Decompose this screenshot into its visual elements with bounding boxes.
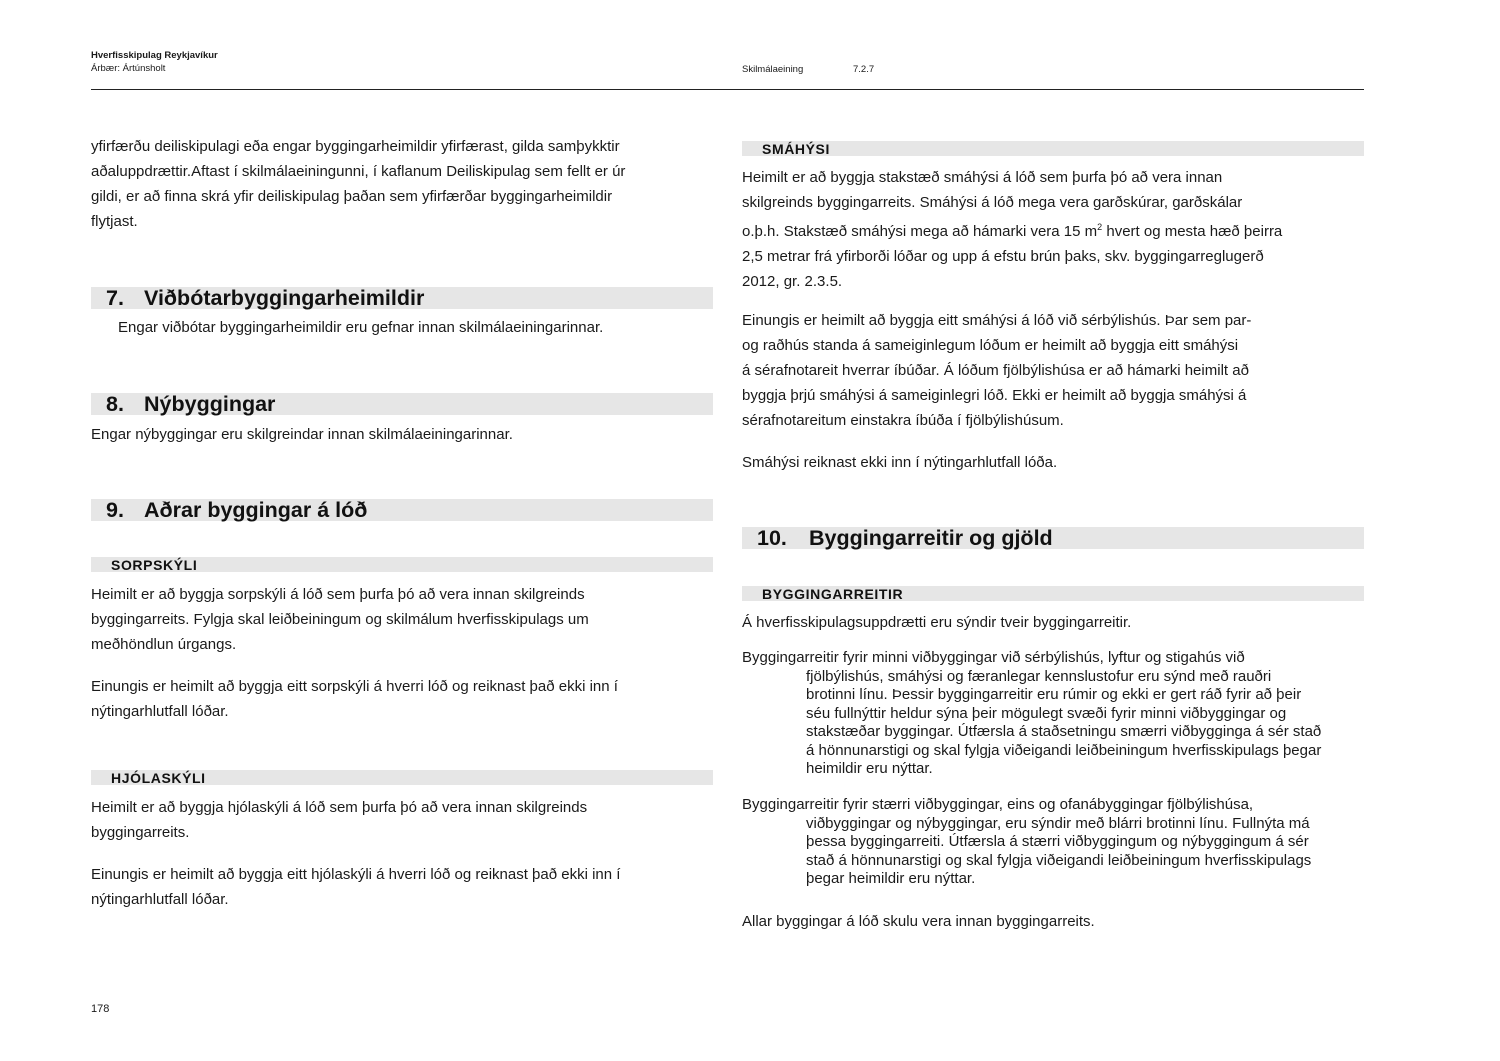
hjolaskyli-heading: HJÓLASKÝLI [91,770,713,785]
section-number: 7.2.7 [853,64,875,75]
section-10-title: Byggingarreitir og gjöld [809,526,1053,550]
superscript: 2 [1097,222,1103,232]
paragraph-line: þegar heimildir eru nýttar. [806,870,976,887]
section-10-heading [742,527,1364,549]
section-7-text: Engar viðbótar byggingarheimildir eru gefnar innan skilmálaeiningarinnar. [118,319,604,336]
paragraph-line [742,215,1364,244]
smahysi-paragraph-2 [742,308,1364,433]
paragraph-line: Heimilt er að byggja sorpskýli á lóð sem þurfa þó að vera innan skilgreinds [91,586,585,603]
paragraph-line: heimildir eru nýttar. [806,760,933,777]
paragraph-line: nýtingarhlutfall lóðar. [91,703,229,720]
document-subtitle: Árbær: Ártúnsholt [91,63,166,74]
paragraph-line: Einungis er heimilt að byggja eitt sorpskýli á hverri lóð og reiknast það ekki inn í [91,678,618,695]
smahysi-heading: SMÁHÝSI [742,141,1364,156]
document-title: Hverfisskipulag Reykjavíkur [91,50,218,61]
byggingarreitir-item-2 [742,796,1382,889]
byggingarreitir-heading: BYGGINGARREITIR [742,586,1364,601]
text-fragment: hvert og mesta hæð þeirra [1102,223,1283,240]
hjolaskyli-paragraph-2 [91,862,713,912]
paragraph-line: Einungis er heimilt að byggja eitt hjólaskýli á hverri lóð og reiknast það ekki inn í [91,866,621,883]
smahysi-paragraph-3: Smáhýsi reiknast ekki inn í nýtingarhlutfall lóða. [742,454,1058,471]
paragraph-line: 2,5 metrar frá yfirborði lóðar og upp á efstu brún þaks, skv. byggingarreglugerð [742,248,1264,265]
section-9-number: 9. [106,498,124,522]
sorpskyli-paragraph-2 [91,674,713,724]
section-10-number: 10. [757,526,787,550]
paragraph-line: aðaluppdrættir.Aftast í skilmálaeiningunni, í kaflanum Deiliskipulag sem fellt er úr [91,163,626,180]
paragraph-line: á hönnunarstigi og skal fylgja viðeigandi leiðbeiningum hverfisskipulags þegar [806,741,1322,759]
section-8-heading [91,393,713,415]
byggingarreitir-intro: Á hverfisskipulagsuppdrætti eru sýndir tveir byggingarreitir. [742,614,1132,631]
paragraph-line: gildi, er að finna skrá yfir deiliskipulag þaðan sem yfirfærðar byggingarheimildir [91,188,613,205]
paragraph-line: byggja þrjú smáhýsi á sameiginlegri lóð. Ekki er heimilt að byggja smáhýsi á [742,387,1247,404]
smahysi-paragraph-1 [742,165,1364,294]
paragraph-line: skilgreinds byggingarreits. Smáhýsi á lóð mega vera garðskúrar, garðskálar [742,194,1243,211]
paragraph-line: fjölbýlishús, smáhýsi og færanlegar kennslustofur eru sýnd með rauðri [806,667,1272,685]
paragraph-line: sérafnotareitum einstakra íbúða í fjölbýlishúsum. [742,412,1064,429]
paragraph-line: Einungis er heimilt að byggja eitt smáhýsi á lóð við sérbýlishús. Þar sem par- [742,312,1252,329]
sorpskyli-heading: SORPSKÝLI [91,557,713,572]
paragraph-line: viðbyggingar og nýbyggingar, eru sýndir með blárri brotinni línu. Fullnýta má [806,814,1310,832]
section-8-text: Engar nýbyggingar eru skilgreindar innan skilmálaeiningarinnar. [91,426,513,443]
hjolaskyli-paragraph-1 [91,795,713,845]
paragraph-line: Heimilt er að byggja stakstæð smáhýsi á lóð sem þurfa þó að vera innan [742,169,1223,186]
paragraph-line: yfirfærðu deiliskipulagi eða engar byggingarheimildir yfirfærast, gilda samþykktir [91,138,620,155]
byggingarreitir-item-1 [742,649,1382,779]
paragraph-line: Heimilt er að byggja hjólaskýli á lóð sem þurfa þó að vera innan skilgreinds [91,799,588,816]
intro-paragraph [91,134,713,234]
section-7-title: Viðbótarbyggingarheimildir [144,286,425,310]
byggingarreitir-closing: Allar byggingar á lóð skulu vera innan byggingarreits. [742,913,1095,930]
paragraph-line: stakstæðar byggingar. Útfærsla á staðsetningu smærri viðbygginga á sér stað [806,723,1322,740]
paragraph-line: brotinni línu. Þessir byggingarreitir eru rúmir og ekki er gert ráð fyrir að þeir [806,686,1302,703]
paragraph-line: byggingarreits. Fylgja skal leiðbeiningum og skilmálum hverfisskipulags um [91,611,589,628]
section-9-title: Aðrar byggingar á lóð [144,498,368,522]
section-9-heading [91,499,713,521]
section-8-title: Nýbyggingar [144,392,276,416]
paragraph-line: þessa byggingarreiti. Útfærsla á stærri viðbyggingum og nýbyggingum á sér [806,833,1309,850]
paragraph-line: byggingarreits. [91,824,190,841]
section-7-heading [91,287,713,309]
section-7-number: 7. [106,286,124,310]
paragraph-line: Byggingarreitir fyrir minni viðbyggingar við sérbýlishús, lyftur og stigahús við [742,649,1245,666]
paragraph-line: á sérafnotareit hverrar íbúðar. Á lóðum fjölbýlishúsa er að hámarki heimilt að [742,362,1249,379]
section-8-number: 8. [106,392,124,416]
paragraph-line: 2012, gr. 2.3.5. [742,273,843,290]
header-divider [91,89,1364,90]
paragraph-line: og raðhús standa á sameiginlegum lóðum er heimilt að byggja eitt smáhýsi [742,337,1239,354]
paragraph-line: meðhöndlun úrgangs. [91,636,237,653]
sorpskyli-paragraph-1 [91,582,713,657]
page-number: 178 [91,1003,110,1015]
section-label: Skilmálaeining [742,64,804,75]
paragraph-line: Byggingarreitir fyrir stærri viðbyggingar, eins og ofanábyggingar fjölbýlishúsa, [742,796,1254,813]
paragraph-line: nýtingarhlutfall lóðar. [91,891,229,908]
paragraph-line: flytjast. [91,213,138,230]
paragraph-line: séu fullnýttir heldur sýna þeir mögulegt svæði fyrir minni viðbyggingar og [806,704,1287,722]
text-fragment: o.þ.h. Stakstæð smáhýsi mega að hámarki vera 15 m [742,223,1098,240]
paragraph-line: stað á hönnunarstigi og skal fylgja viðeigandi leiðbeiningum hverfisskipulags [806,851,1312,869]
